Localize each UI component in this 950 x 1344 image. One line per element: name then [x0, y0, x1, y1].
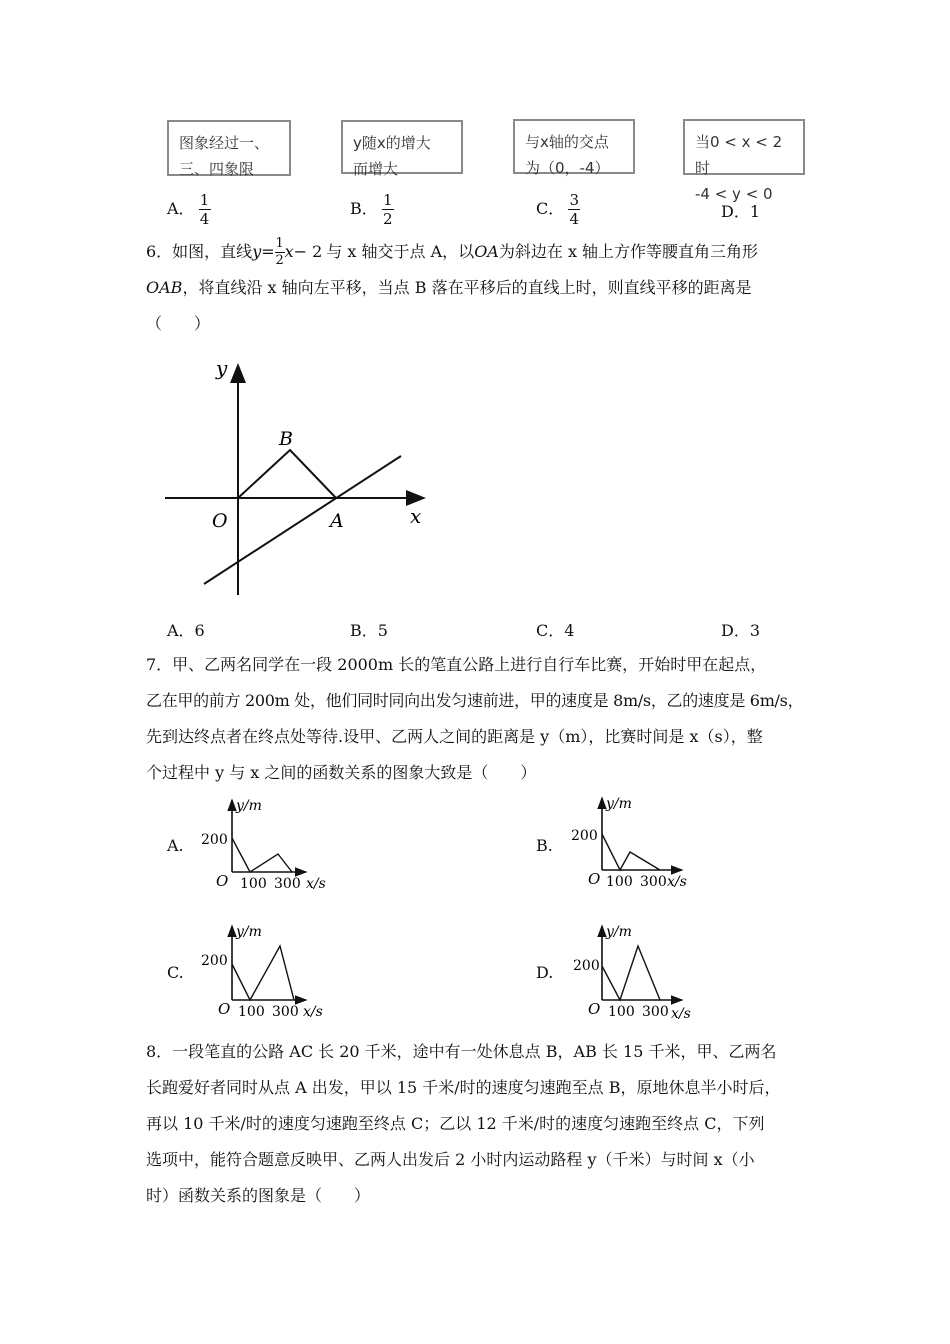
label-o: O	[212, 510, 228, 532]
math-var: y	[252, 242, 262, 261]
math-fraction	[275, 237, 285, 268]
x-tick: 100	[606, 874, 633, 890]
fraction-numerator: 1	[382, 191, 393, 209]
card-line: 当0 < x < 2时	[695, 133, 783, 177]
q5-card-4	[683, 119, 805, 203]
option-fraction	[568, 192, 580, 227]
x-tick: 100	[240, 876, 267, 892]
q6-option-b[interactable]: B．5	[350, 621, 388, 640]
q7-line: 7．甲、乙两名同学在一段 2000m 长的笔直公路上进行自行车比赛，开始时甲在起点，	[146, 655, 767, 674]
origin: O	[588, 1000, 601, 1018]
q8-line: 再以 10 千米/时的速度匀速跑至终点 C；乙以 12 千米/时的速度匀速跑至终点 C，下列	[146, 1114, 765, 1133]
label-y: y	[216, 356, 228, 380]
card-line: 图象经过一、	[179, 134, 270, 152]
x-tick: 100	[608, 1004, 635, 1020]
option-fraction	[199, 192, 211, 227]
y-label: y/m	[606, 924, 632, 940]
q8-line: 长跑爱好者同时从点 A 出发，甲以 15 千米/时的速度匀速跑至点 B，原地休息半小时后，	[146, 1078, 781, 1097]
label-a: A	[330, 510, 344, 532]
math-var: x	[284, 242, 294, 261]
option-letter: D．	[721, 202, 750, 221]
q7-option-b[interactable]: B.	[536, 836, 553, 855]
x-tick: 300	[642, 1004, 669, 1020]
graph-line	[602, 946, 660, 1000]
origin: O	[218, 1000, 231, 1018]
origin: O	[216, 872, 229, 890]
option-letter: B．	[350, 199, 378, 218]
q7-option-c[interactable]: C.	[167, 963, 184, 982]
text: 与 x 轴交于点 A，以	[326, 242, 475, 261]
q8-line: 选项中，能符合题意反映甲、乙两人出发后 2 小时内运动路程 y（千米）与时间 x（小	[146, 1150, 755, 1169]
triangle-oab	[238, 450, 336, 498]
q7-text	[146, 647, 810, 791]
q7-line: 个过程中 y 与 x 之间的函数关系的图象大致是（ ）	[146, 763, 537, 782]
q8-line: 时）函数关系的图象是（ ）	[146, 1186, 371, 1205]
card-line: 与x轴的交点	[525, 133, 609, 151]
q7-graph-d	[568, 918, 703, 1022]
fraction-denominator: 2	[275, 253, 284, 268]
label-x: x	[410, 504, 422, 528]
q7-graph-a	[198, 792, 338, 892]
card-line: 为（0，-4）	[525, 159, 610, 177]
fraction-numerator: 3	[569, 191, 580, 209]
option-value: 1	[749, 202, 761, 221]
q6-figure	[160, 355, 435, 600]
graph-line	[232, 946, 294, 1000]
q5-card-2	[341, 120, 463, 178]
x-label: x/s	[306, 876, 326, 892]
text: 6．如图，直线	[146, 242, 253, 261]
origin: O	[588, 870, 601, 888]
q8-text	[146, 1034, 810, 1214]
x-label: x/s	[671, 1006, 691, 1022]
math-op: − 2	[293, 242, 323, 261]
q8-line: 8．一段笔直的公路 AC 长 20 千米，途中有一处休息点 B，AB 长 15 千米，甲、乙两名	[146, 1042, 777, 1061]
q6-option-c[interactable]: C．4	[536, 621, 575, 640]
graph-line	[602, 834, 660, 870]
option-fraction	[382, 192, 394, 227]
option-letter: A．	[167, 199, 195, 218]
q7-graph-c	[198, 918, 338, 1020]
x-tick: 300	[272, 1004, 299, 1020]
graph-line	[232, 838, 292, 872]
q7-graph-b	[568, 790, 703, 890]
card-line: y随x的增大	[353, 134, 431, 152]
q5-option-d[interactable]	[721, 199, 760, 222]
text: ，将直线沿 x 轴向左平移，当点 B 落在平移后的直线上时，则直线平移的距离是	[182, 278, 752, 297]
q5-option-b[interactable]	[350, 192, 394, 227]
fraction-denominator: 4	[199, 210, 210, 228]
y-label: y/m	[236, 798, 262, 814]
x-tick: 300	[640, 874, 667, 890]
card-line: 而增大	[353, 160, 399, 178]
y-tick: 200	[573, 958, 600, 974]
fraction-numerator: 1	[275, 236, 284, 251]
y-tick: 200	[201, 953, 228, 969]
x-tick: 300	[274, 876, 301, 892]
y-tick: 200	[201, 832, 228, 848]
q5-card-1	[167, 120, 291, 176]
y-label: y/m	[236, 924, 262, 940]
q7-option-d[interactable]: D.	[536, 963, 554, 982]
math-var: OA	[474, 242, 499, 261]
q7-line: 先到达终点者在终点处等待.设甲、乙两人之间的距离是 y（m），比赛时间是 x（s），整	[146, 727, 763, 746]
q6-option-d[interactable]: D．3	[721, 621, 761, 640]
fraction-denominator: 4	[569, 210, 580, 228]
fraction-numerator: 1	[199, 191, 210, 209]
card-line: 三、四象限	[179, 160, 255, 178]
q6-line-1	[146, 234, 810, 270]
math-var: OAB	[146, 278, 183, 297]
math-op: =	[261, 242, 275, 261]
q6-line-3: （ ）	[146, 314, 211, 333]
q5-option-c[interactable]	[536, 192, 580, 227]
option-letter: C．	[536, 199, 565, 218]
q7-option-a[interactable]: A.	[167, 836, 184, 855]
line-graph	[204, 456, 401, 584]
q6-option-a[interactable]: A．6	[167, 621, 205, 640]
y-tick: 200	[571, 828, 598, 844]
x-tick: 100	[238, 1004, 265, 1020]
label-b: B	[279, 428, 293, 450]
y-label: y/m	[606, 796, 632, 812]
card-line: -4 < y < 0	[695, 185, 773, 203]
x-label: x/s	[303, 1004, 323, 1020]
x-label: x/s	[667, 874, 687, 890]
q5-card-3	[513, 119, 635, 177]
q5-option-a[interactable]	[167, 192, 211, 227]
q7-line: 乙在甲的前方 200m 处，他们同时同向出发匀速前进，甲的速度是 8m/s，乙的速度是 6m/s，	[146, 691, 804, 710]
q6-line-2	[146, 270, 810, 306]
q6-text	[146, 234, 810, 342]
fraction-denominator: 2	[382, 210, 393, 228]
text: 为斜边在 x 轴上方作等腰直角三角形	[498, 242, 759, 261]
